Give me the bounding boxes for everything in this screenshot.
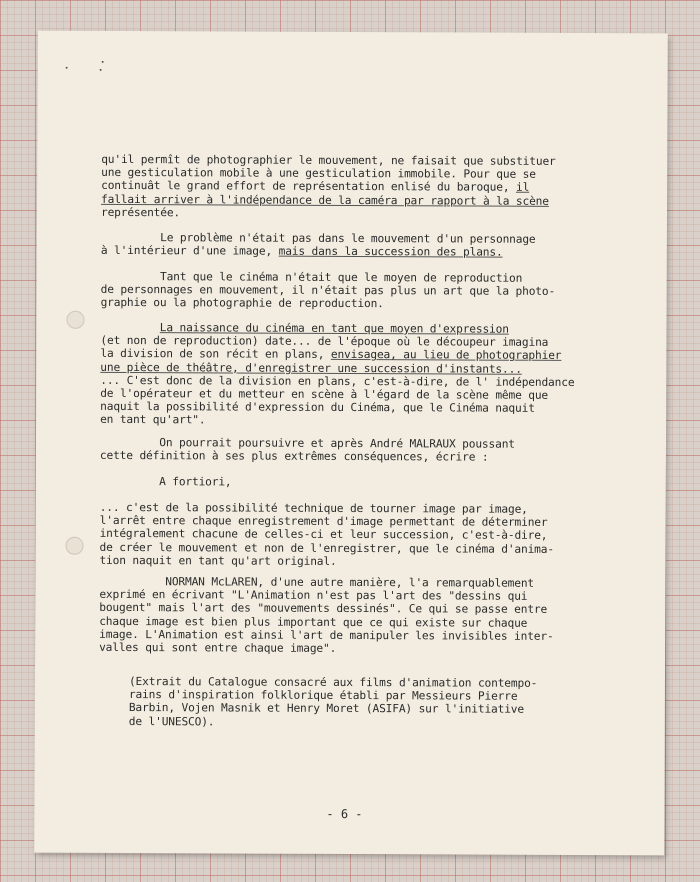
text-line: bougent" mais l'art des "mouvements dessinés". Ce qui se passe entre — [99, 601, 548, 617]
text-line: (Extrait du Catalogue consacré aux films d'animation contempo- — [128, 675, 538, 690]
paragraph-4 — [100, 321, 575, 429]
text-line: A fortiori, — [99, 474, 232, 489]
document-page — [34, 31, 668, 856]
paragraph-citation — [129, 675, 538, 730]
underlined-text: La naissance du cinéma en tant que moyen d'expression — [159, 321, 509, 336]
ink-speck — [102, 61, 104, 63]
text-line — [100, 321, 159, 334]
text-line: image. L'Animation est ainsi l'art de manipuler les invisibles inter- — [99, 627, 554, 643]
paragraph-6 — [100, 475, 232, 489]
paragraph-5 — [100, 436, 515, 464]
underlined-text: une pièce de théâtre, d'enregistrer une succession d'instants... — [100, 360, 522, 376]
text-line: représentée. — [100, 205, 181, 220]
paragraph-3 — [101, 270, 556, 312]
text-line: de l'UNESCO). — [128, 714, 215, 729]
text-line: de créer le mouvement et non de l'enregistrer, que le cinéma d'anima- — [99, 540, 554, 556]
page-number: - 6 - — [326, 806, 363, 822]
text-line: cette définition à ses plus extrêmes conséquences, écrire : — [99, 449, 489, 464]
underlined-text: mais dans la succession des plans. — [278, 244, 503, 259]
text-line: Le problème n'était pas dans le mouvement d'un personnage — [100, 230, 536, 246]
text-line: Tant que le cinéma n'était que le moyen de reproduction — [100, 269, 523, 285]
ink-speck — [100, 69, 102, 71]
text-line: la division de son récit en plans, — [100, 347, 331, 362]
text-line: graphie ou la photographie de reproduction. — [100, 296, 384, 311]
text-line: NORMAN McLAREN, d'une autre manière, l'a remarquablement — [99, 574, 535, 590]
text-line: intégralement chacune de celles-ci et leur succession, c'est-à-dire, — [99, 527, 548, 543]
text-line: de l'opérateur et du metteur en scène à l'égard de la scène même que — [100, 386, 549, 402]
text-line: naquit la possibilité d'expression du Cinéma, que le Cinéma naquit — [100, 400, 535, 416]
paragraph-1 — [101, 153, 556, 221]
text-line: l'arrêt entre chaque enregistrement d'image permettant de déterminer — [99, 514, 548, 530]
underlined-text: il — [515, 181, 530, 195]
text-line: tion naquit en tant qu'art original. — [99, 553, 337, 568]
text-line: une gesticulation mobile à une gesticulation immobile. Pour que se — [101, 166, 536, 182]
underlined-text: envisagea, au lieu de photographier — [330, 348, 562, 363]
text-line: de personnages en mouvement, il n'était pas plus un art que la photo- — [100, 283, 556, 299]
text-line: chaque image est bien plus important que ce qui existe sur chaque — [99, 614, 528, 630]
text-line: continuât le grand effort de représentation enlisé du baroque, — [101, 179, 517, 195]
text-line: ... C'est donc de la division en plans, c'est-à-dire, de l' indépendance — [100, 373, 575, 389]
punch-hole — [66, 311, 84, 329]
text-line: On pourrait poursuivre et après André MALRAUX poussant — [99, 435, 515, 451]
text-line: Barbin, Vojen Masnik et Henry Moret (ASIFA) sur l'initiative — [128, 701, 525, 717]
text-line: qu'il permît de photographier le mouvement, ne faisait que substituer — [101, 152, 556, 168]
paragraph-2 — [101, 231, 536, 259]
ink-speck — [66, 67, 68, 69]
text-line: en tant qu'art". — [100, 413, 206, 427]
punch-hole — [66, 537, 84, 555]
paragraph-8 — [99, 575, 554, 656]
text-line: ... c'est de la possibilité technique de tourner image par image, — [99, 500, 528, 516]
text-line: à l'intérieur d'une image, — [100, 244, 279, 258]
text-line: (et non de reproduction) date... de l'époque où le découpeur imagina — [100, 334, 549, 350]
underlined-text: fallait arriver à l'indépendance de la caméra par rapport à la scène — [101, 192, 549, 208]
text-line: valles qui sont entre chaque image". — [99, 640, 337, 655]
text-line: rains d'inspiration folklorique établi par Messieurs Pierre — [128, 688, 518, 703]
text-line: exprimé en écrivant "L'Animation n'est pas l'art des "dessins qui — [99, 588, 528, 603]
paragraph-7 — [99, 501, 554, 569]
